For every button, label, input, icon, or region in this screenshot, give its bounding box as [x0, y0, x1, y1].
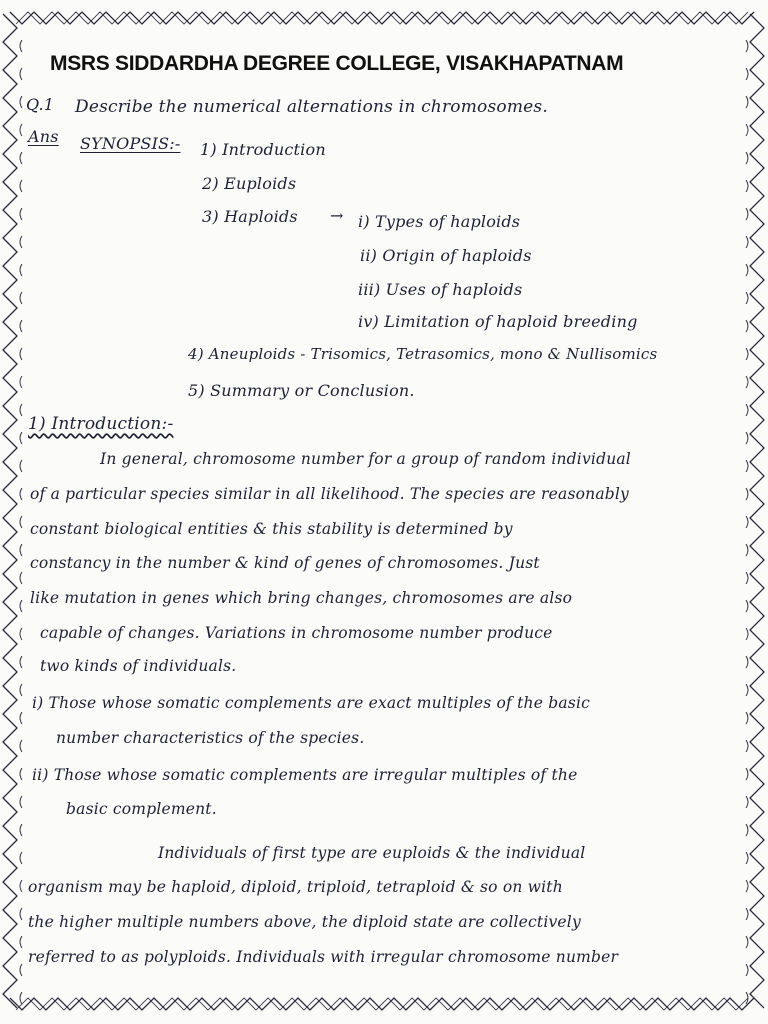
body-line: organism may be haploid, diploid, triploid, tetraploid & so on with: [28, 878, 563, 896]
body-line: constant biological entities & this stability is determined by: [30, 520, 513, 538]
synopsis-subitem: iii) Uses of haploids: [358, 280, 523, 299]
body-line: basic complement.: [66, 800, 217, 818]
arrow-icon: →: [330, 206, 344, 225]
synopsis-label: SYNOPSIS:-: [80, 134, 181, 153]
body-line: capable of changes. Variations in chromosome number produce: [40, 624, 553, 642]
body-line: i) Those whose somatic complements are exact multiples of the basic: [32, 694, 590, 712]
synopsis-item: 5) Summary or Conclusion.: [188, 381, 415, 400]
synopsis-item: 3) Haploids: [202, 207, 298, 226]
synopsis-item: 2) Euploids: [202, 174, 297, 193]
body-line: referred to as polyploids. Individuals with irregular chromosome number: [28, 948, 619, 966]
body-line: ii) Those whose somatic complements are irregular multiples of the: [32, 766, 578, 784]
body-line: number characteristics of the species.: [56, 729, 365, 747]
question-number: Q.1: [26, 95, 55, 114]
body-line: Individuals of first type are euploids & the individual: [158, 844, 586, 862]
question-text: Describe the numerical alternations in chromosomes.: [75, 97, 548, 117]
body-line: In general, chromosome number for a group of random individual: [100, 450, 631, 468]
body-line: constancy in the number & kind of genes of chromosomes. Just: [30, 554, 540, 572]
synopsis-item: 1) Introduction: [200, 140, 326, 159]
synopsis-subitem: ii) Origin of haploids: [360, 246, 532, 265]
intro-heading: 1) Introduction:-: [28, 414, 174, 434]
body-line: of a particular species similar in all likelihood. The species are reasonably: [30, 485, 630, 503]
synopsis-item: 4) Aneuploids - Trisomics, Tetrasomics, mono & Nullisomics: [188, 345, 658, 363]
college-header: MSRS SIDDARDHA DEGREE COLLEGE, VISAKHAPATNAM: [50, 52, 624, 75]
synopsis-subitem: i) Types of haploids: [358, 212, 521, 231]
answer-label: Ans: [28, 127, 59, 146]
body-line: like mutation in genes which bring changes, chromosomes are also: [30, 589, 573, 607]
synopsis-subitem: iv) Limitation of haploid breeding: [358, 312, 638, 331]
body-line: two kinds of individuals.: [40, 657, 237, 675]
body-line: the higher multiple numbers above, the diploid state are collectively: [28, 913, 581, 931]
